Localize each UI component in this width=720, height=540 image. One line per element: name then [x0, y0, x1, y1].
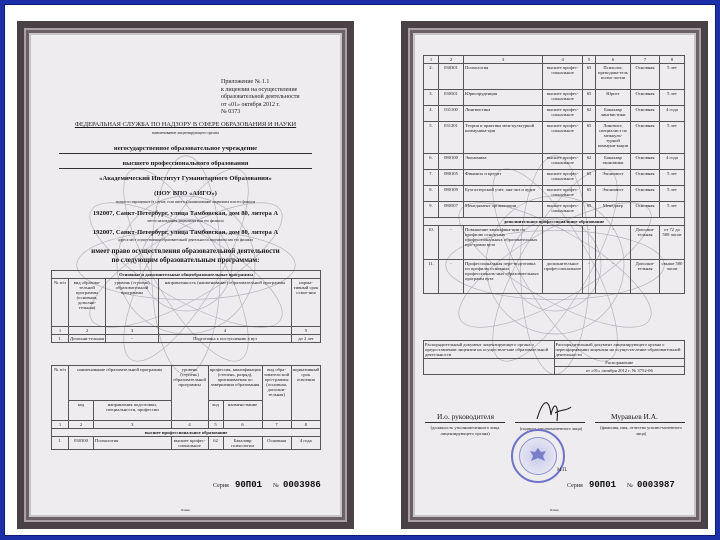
order-documents-table: Распорядительный документ лицензирующего органа о предоставлении лицензии на осуществле-ние образовательной деятельности Распорядительный документ лицензирующего органа о переоформлении лицензии на осуществ-ление образовательной деятельности Распоряжение от «01» октября 2012 г. № 3752-06	[423, 340, 685, 375]
eagle-emblem-icon	[528, 445, 548, 465]
annex-header: Приложение № 1.1 к лицензии на осуществление образовательной деятельности от «01» октября 2012 г. № 0373	[221, 79, 300, 115]
number-label: №	[627, 483, 633, 489]
seal-stamp-icon	[511, 429, 565, 483]
mp-label: М.П.	[557, 468, 568, 473]
address-1-caption: место нахождения лицензиата или его филиала	[147, 219, 224, 223]
org-line-2: высшего профессионального образования	[122, 160, 249, 167]
table-row: 10. - Повышение квалифика-ции по профилю основ-ных профессиональных образовательных про-грамм вуза - - - Дополни-тельная от 72 до 500 часов	[424, 226, 685, 260]
section-title: высшее профессиональное образование	[52, 429, 321, 437]
blank-footer: Бланк	[550, 508, 559, 512]
address-2-caption: адреса мест осуществления образовательной деятельности лицензиата или его филиала	[118, 238, 253, 242]
rights-line-1: имеет право осуществления образовательной деятельности	[91, 247, 280, 255]
license-annex-page-left	[17, 21, 354, 529]
table-row: 11. - Профессиональная пере-подготовка по профилю основных профессиональ-ных образовательных программ вуза дополнительное профессиональное - - Дополни-тельная свыше 500 часов	[424, 260, 685, 294]
org-abbreviation: (НОУ ВПО «АИГО»)	[154, 190, 217, 197]
table-row: 4. 031100 Лингвистика высшее профес-сиональное 62 Бакалавр лингвистики Основная 4 года	[424, 106, 685, 122]
table-title: Основные и дополнительные общеобразовательные программы	[52, 271, 321, 279]
series-label: Серия	[213, 483, 229, 489]
signature-caption: (подпись уполномоченного лица)	[519, 426, 583, 431]
signatory-position: И.о. руководителя	[437, 412, 495, 421]
table-row: 1. Дополни-тельная - Подготовка к поступлению в вуз до 2 лет	[52, 335, 321, 343]
series-code: 90П01	[235, 480, 263, 490]
org-line-3: «Академический Институт Гуманитарного Образования»	[99, 175, 272, 182]
guilloche-rosette-icon	[71, 150, 301, 380]
table-row: 8. 080109 Бухгалтерский учет, ана-лиз и аудит высшее профес-сиональное 65 Экономист Основная 5 лет	[424, 186, 685, 202]
name-caption: (фамилия, имя, отчество уполно-моченного лица)	[600, 425, 682, 436]
professional-programs-table: № п/п наименование образовательной программы уровень (ступень) образовательной программы профессия, квалификация (степень, разряд), присваиваемая по завершении образования вид обра-зователь-ной про-граммы (основная, дополни-тельная) нормативный срок освоения код направления подготовки, специальности, профессии код наимено-вание 1 2 3 4 5 6 7 8 высшее профессиональное образование 1. 030300 Психология высшее профес-сиональное 62 Бакалавр психологии Основная 4 года	[51, 365, 321, 450]
page-body	[31, 35, 340, 515]
series-label: Серия	[567, 483, 583, 489]
position-caption: (должность уполномоченного лица лицензирующего органа)	[430, 425, 500, 436]
serial-number: 0003987	[637, 480, 675, 490]
table-row: 7. 080105 Финансы и кредит высшее профес-сиональное 65 Экономист Основная 5 лет	[424, 170, 685, 186]
series-code: 90П01	[589, 480, 617, 490]
agency-caption: наименование лицензирующего органа	[152, 130, 219, 135]
rights-line-2: по следующим образовательным программам:	[111, 256, 260, 264]
address-2: 192007, Санкт-Петербург, улица Тамбовская, дом 80, литера А	[92, 229, 279, 236]
table-row: 3. 030501 Юриспруденция высшее профес-сиональное 65 Юрист Основная 5 лет	[424, 90, 685, 106]
license-annex-page-right	[401, 21, 708, 529]
table-row: 2. 030301 Психология высшее профес-сиональное 65 Психолог, преподава-тель психо-логии Основная 5 лет	[424, 64, 685, 90]
table-row: 9. 080507 Менеджмент организации высшее профес-сиональное 65 Менеджер Основная 5 лет	[424, 202, 685, 218]
page-body	[415, 35, 694, 515]
table-row: 6. 080100 Экономика высшее профес-сиональное 62 Бакалавр экономики Основная 4 года	[424, 154, 685, 170]
org-line-1: негосударственное образовательное учреждение	[113, 145, 258, 152]
number-label: №	[273, 483, 279, 489]
signature-icon	[533, 395, 573, 425]
signatory-name: Муравьев И.А.	[611, 412, 658, 421]
section-title: дополнительное профессиональное образование	[424, 218, 685, 226]
serial-number: 0003986	[283, 480, 321, 490]
programs-continued-table: 1 2 3 4 5 6 7 8 2. 030301 Психология высшее профес-сиональное 65 Психолог, преподава-тель психо-логии Основная 5 лет 3. 030501 Юриспруденция высшее профес-сиональное 65 Юрист Основная 5 лет 4. 031100 Лингвистика высшее профес-сиональное 62 Бакалавр лингвистики Основная 4 года 5. 031201 Теория и практика меж-культурной коммуника-ции высшее профес-сиональное 65 Лингвист, специалист по межкуль-турной коммуни-кации Основная 5 лет 6. 080100 Экономика высшее профес-сиональное 62 Бакалавр экономики Основная 4 года 7. 080105 Финансы и кредит высшее профес-сиональное 65 Экономист Основная 5 лет 8. 080109 Бухгалтерский учет, ана-лиз и аудит высшее профес-сиональное 65 Экономист Основная 5 лет 9. 080507 Менеджмент организации высшее профес-сиональное 65 Менеджер Основная 5 лет дополнительное профессиональное образование 10. - Повышение квалифика-ции по профилю основ-ных профессиональных образовательных про-грамм вуза - - - Дополни-тельная от 72 до 500 часов 11. - Профессиональная пере-подготовка по профилю основных профессиональ-ных образовательных программ вуза дополнительное профессиональное - - Дополни-тельная свыше 500 часов	[423, 55, 685, 294]
blank-footer: Бланк	[181, 508, 190, 512]
table-row: 5. 031201 Теория и практика меж-культурной коммуника-ции высшее профес-сиональное 65 Лингвист, специалист по межкуль-турной коммуни-кации Основная 5 лет	[424, 122, 685, 154]
agency-name: ФЕДЕРАЛЬНАЯ СЛУЖБА ПО НАДЗОРУ В СФЕРЕ ОБРАЗОВАНИЯ И НАУКИ	[74, 121, 297, 128]
address-1: 192007, Санкт-Петербург, улица Тамбовская, дом 80, литера А	[92, 210, 279, 217]
table-row: 1. 030300 Психология высшее профес-сиональное 62 Бакалавр психологии Основная 4 года	[52, 437, 321, 450]
general-programs-table: Основные и дополнительные общеобразовательные программы № п/п вид образова-тельной программы (основная, дополни-тельная) уровень (ступень) образовательной программы направленность (наименование) образовательной программы норма-тивный срок освое-ния 1 2 3 4 5 1. Дополни-тельная - Подготовка к поступлению в вуз до 2 лет	[51, 270, 321, 343]
org-caption: полное и сокращенное (в случае, если имеется) наименование лицензиата или его филиала	[115, 200, 256, 204]
image-frame	[4, 4, 716, 536]
